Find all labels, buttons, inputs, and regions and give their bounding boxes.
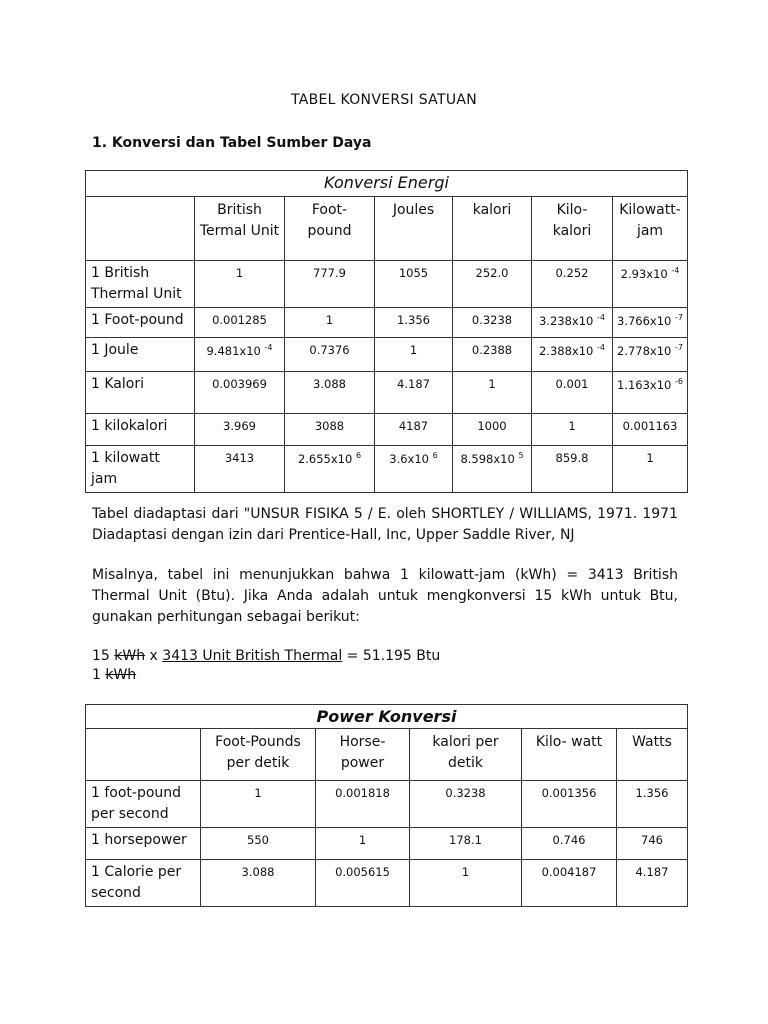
cell-exponent: 6 — [355, 451, 362, 460]
row-label: 1 horsepower — [86, 828, 201, 860]
cell-value: 3088 — [314, 419, 345, 433]
col-header: Horse- power — [316, 729, 410, 781]
table-cell — [453, 372, 532, 414]
table-cell — [453, 414, 532, 446]
table-cell: 178.1 — [410, 828, 522, 860]
cell-value: 3413 — [224, 451, 255, 465]
cell-value: 2.93x10 — [620, 266, 668, 281]
table-cell — [285, 414, 375, 446]
section-heading: 1. Konversi dan Tabel Sumber Daya — [92, 135, 372, 151]
table-cell: 1 — [410, 860, 522, 907]
cell-value: 1 — [646, 451, 654, 465]
cell-value: 252.0 — [475, 266, 509, 280]
table-cell — [195, 261, 285, 308]
cell-value: 2.778x10 — [617, 343, 672, 358]
cell-value: 0.001163 — [622, 419, 678, 433]
cell-value: 0.001 — [555, 377, 589, 391]
table-cell: 746 — [617, 828, 688, 860]
cell-value: 0.252 — [555, 266, 589, 280]
table-cell — [375, 308, 453, 338]
table-cell — [375, 338, 453, 372]
col-header: kalori per detik — [410, 729, 522, 781]
cell-exponent: 5 — [518, 451, 524, 460]
cell-value: 0.003969 — [212, 377, 267, 391]
table-row — [86, 446, 688, 493]
table-cell — [195, 372, 285, 414]
power-conversion-table — [85, 704, 688, 907]
table-cell — [375, 261, 453, 308]
table-cell — [613, 446, 688, 493]
table-cell — [532, 372, 613, 414]
cell-value: 9.481x10 — [206, 343, 261, 358]
cell-value: 777.9 — [313, 266, 346, 280]
calc-den-quantity: 1 — [92, 667, 106, 683]
calc-factor: 3413 Unit British Thermal — [162, 648, 343, 664]
table-cell — [453, 338, 532, 372]
table-cell — [532, 338, 613, 372]
cell-value: 1.356 — [397, 313, 430, 327]
table-cell — [453, 446, 532, 493]
col-header: Foot-Pounds per detik — [201, 729, 316, 781]
table-cell — [195, 414, 285, 446]
table-cell — [375, 414, 453, 446]
table-cell — [453, 308, 532, 338]
example-paragraph: Misalnya, tabel ini menunjukkan bahwa 1 kilowatt-jam (kWh) = 3413 British Thermal Unit (Btu). Jika Anda adalah untuk mengkonversi 15 kWh untuk Btu, gunakan perhitungan sebagai berikut: — [92, 567, 678, 625]
table-cell — [613, 261, 688, 308]
cell-value: 1 — [235, 266, 244, 280]
table-cell — [285, 372, 375, 414]
cell-value: 1 — [409, 343, 418, 357]
col-header: Kilo- kalori — [532, 197, 613, 261]
cell-exponent: -4 — [597, 313, 605, 322]
table-cell — [285, 308, 375, 338]
energy-table-caption: Konversi Energi — [86, 171, 688, 197]
col-header: Watts — [617, 729, 688, 781]
cell-value: 4.187 — [397, 377, 430, 391]
calc-result: = 51.195 Btu — [342, 648, 441, 664]
table-cell — [285, 338, 375, 372]
table-cell: 3.088 — [201, 860, 316, 907]
table-cell — [285, 446, 375, 493]
table-cell: 0.001356 — [522, 781, 617, 828]
cell-value: 3.969 — [223, 419, 256, 433]
table-cell: 0.004187 — [522, 860, 617, 907]
table-cell: 1.356 — [617, 781, 688, 828]
col-header: kalori — [453, 197, 532, 261]
cell-value: 1.163x10 — [617, 377, 672, 392]
cell-value: 1 — [568, 419, 576, 433]
calculation-line — [92, 646, 440, 667]
table-cell — [375, 372, 453, 414]
row-label: 1 kilokalori — [86, 414, 195, 446]
calc-cancelled-unit: kWh — [114, 648, 146, 664]
table-row — [86, 860, 688, 907]
cell-value: 3.238x10 — [538, 313, 594, 328]
row-label: 1 kilowatt jam — [86, 446, 195, 493]
table-cell — [532, 446, 613, 493]
table-cell: 1 — [316, 828, 410, 860]
cell-value: 1 — [325, 313, 334, 327]
row-label: 1 Foot-pound — [86, 308, 195, 338]
col-header: Joules — [375, 197, 453, 261]
cell-exponent: -4 — [671, 266, 680, 275]
cell-exponent: 6 — [432, 451, 438, 460]
cell-value: 0.2388 — [471, 343, 513, 357]
source-note: Tabel diadaptasi dari "UNSUR FISIKA 5 / E. oleh SHORTLEY / WILLIAMS, 1971. 1971 Diadaptasi dengan izin dari Prentice-Hall, Inc, Upper Saddle River, NJ — [92, 506, 678, 543]
cell-value: 0.3238 — [471, 313, 513, 327]
table-cell: 0.746 — [522, 828, 617, 860]
row-label: 1 Calorie per second — [86, 860, 201, 907]
table-cell — [285, 261, 375, 308]
cell-value: 3.766x10 — [617, 313, 672, 328]
col-header: Foot- pound — [285, 197, 375, 261]
cell-value: 0.001285 — [212, 313, 267, 327]
cell-value: 0.7376 — [309, 343, 350, 357]
cell-value: 4187 — [398, 419, 429, 433]
cell-exponent: -6 — [675, 377, 684, 386]
table-cell: 0.005615 — [316, 860, 410, 907]
table-row — [86, 372, 688, 414]
table-cell: 4.187 — [617, 860, 688, 907]
cell-value: 1 — [488, 377, 496, 391]
cell-value: 1000 — [477, 419, 507, 433]
table-row — [86, 781, 688, 828]
table-row — [86, 414, 688, 446]
row-label: 1 foot-pound per second — [86, 781, 201, 828]
table-cell — [195, 308, 285, 338]
energy-conversion-table — [85, 170, 688, 493]
table-cell — [532, 308, 613, 338]
page-title: TABEL KONVERSI SATUAN — [290, 92, 478, 108]
cell-value: 1055 — [398, 266, 429, 280]
cell-exponent: -7 — [675, 343, 684, 352]
table-cell: 1 — [201, 781, 316, 828]
table-cell — [532, 261, 613, 308]
cell-value: 2.655x10 — [297, 451, 353, 466]
header-empty-cell — [86, 197, 195, 261]
table-cell — [613, 338, 688, 372]
table-cell — [195, 446, 285, 493]
cell-exponent: -4 — [264, 343, 273, 352]
row-label: 1 Joule — [86, 338, 195, 372]
table-cell — [613, 372, 688, 414]
calc-den-cancelled-unit: kWh — [105, 667, 137, 683]
calculation-denominator — [92, 665, 136, 686]
col-header: Kilo- watt — [522, 729, 617, 781]
table-cell: 0.001818 — [316, 781, 410, 828]
calc-quantity: 15 — [92, 648, 115, 664]
table-cell: 0.3238 — [410, 781, 522, 828]
row-label: 1 Kalori — [86, 372, 195, 414]
table-cell — [613, 414, 688, 446]
table-row — [86, 261, 688, 308]
cell-value: 2.388x10 — [538, 343, 594, 358]
table-cell — [613, 308, 688, 338]
cell-value: 3.6x10 — [389, 451, 429, 466]
table-cell — [375, 446, 453, 493]
power-table-caption: Power Konversi — [86, 705, 688, 729]
calc-times: x — [145, 648, 163, 664]
table-cell — [453, 261, 532, 308]
cell-value: 859.8 — [555, 451, 589, 465]
cell-exponent: -4 — [597, 343, 605, 352]
col-header: Kilowatt- jam — [613, 197, 688, 261]
header-empty-cell — [86, 729, 201, 781]
table-cell: 550 — [201, 828, 316, 860]
table-row — [86, 338, 688, 372]
cell-value: 3.088 — [313, 377, 346, 391]
table-cell — [532, 414, 613, 446]
table-row — [86, 828, 688, 860]
col-header: British Termal Unit — [195, 197, 285, 261]
row-label: 1 British Thermal Unit — [86, 261, 195, 308]
cell-value: 8.598x10 — [460, 451, 515, 466]
table-cell — [195, 338, 285, 372]
table-row — [86, 308, 688, 338]
cell-exponent: -7 — [675, 313, 684, 322]
